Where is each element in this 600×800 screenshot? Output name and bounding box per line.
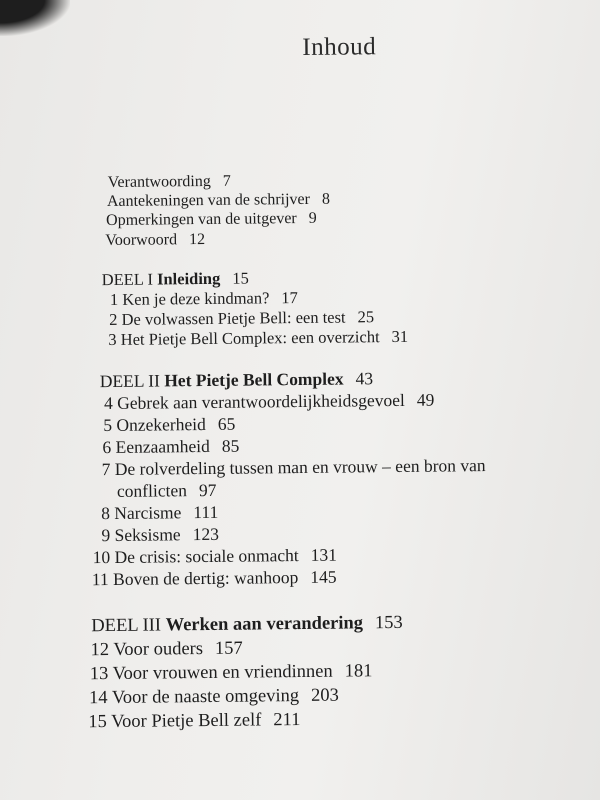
chapter-title: Voor vrouwen en vriendinnen — [112, 661, 333, 684]
chapter-page: 203 — [310, 685, 339, 706]
chapter-page: 123 — [192, 523, 220, 545]
chapter-page: 157 — [214, 638, 243, 659]
chapter-entry — [104, 390, 434, 414]
toc-entry — [107, 191, 330, 211]
chapter-entry — [93, 545, 338, 569]
part-page: 153 — [374, 612, 403, 634]
part-heading — [102, 269, 249, 291]
chapter-title: Eenzaamheid — [115, 435, 210, 457]
toc-entry — [108, 173, 231, 192]
chapter-title: De crisis: sociale onmacht — [114, 545, 299, 567]
chapter-number: 1 — [109, 289, 119, 309]
chapter-number: 15 — [88, 712, 107, 733]
entry-title: Voorwoord — [105, 231, 178, 250]
chapter-title: Voor Pietje Bell zelf — [111, 710, 262, 732]
chapter-number: 9 — [101, 524, 111, 546]
chapter-entry — [109, 307, 374, 330]
chapter-title: Ken je deze kindman? — [122, 288, 270, 309]
part-heading — [100, 368, 374, 392]
chapter-number: 7 — [101, 458, 111, 480]
chapter-entry — [103, 414, 235, 436]
chapter-title: Voor de naaste omgeving — [111, 686, 300, 708]
chapter-entry-continued — [117, 480, 217, 502]
part-page: 43 — [355, 368, 374, 389]
entry-page: 12 — [188, 230, 206, 249]
chapter-entry — [89, 686, 339, 710]
chapter-entry — [102, 436, 239, 458]
chapter-page: 131 — [310, 544, 338, 565]
chapter-number: 10 — [92, 546, 111, 568]
toc-heading: Inhoud — [302, 33, 377, 61]
chapter-title: Narcisme — [114, 502, 182, 523]
chapter-title: Voor ouders — [113, 639, 204, 660]
chapter-title: Het Pietje Bell Complex: een overzicht — [120, 327, 380, 349]
part-label: DEEL I — [101, 269, 153, 290]
chapter-title: Onzekerheid — [116, 413, 206, 435]
chapter-number: 2 — [109, 309, 118, 329]
chapter-number: 12 — [90, 640, 110, 661]
chapter-entry — [110, 288, 298, 310]
chapter-page: 145 — [310, 566, 337, 587]
chapter-page: 111 — [193, 501, 219, 523]
chapter-entry — [101, 502, 218, 524]
toc-entry — [105, 231, 205, 250]
chapter-page: 49 — [416, 389, 435, 410]
chapter-number: 14 — [89, 688, 108, 709]
chapter-page: 85 — [221, 435, 240, 456]
chapter-title-cont: conflicten — [116, 480, 188, 501]
chapter-title: Seksisme — [114, 524, 181, 545]
part-label: DEEL III — [91, 615, 162, 637]
chapter-entry — [102, 455, 486, 480]
chapter-page: 211 — [273, 710, 301, 731]
chapter-number: 6 — [102, 436, 112, 458]
part-label: DEEL II — [99, 370, 160, 392]
chapter-number: 5 — [103, 414, 113, 436]
toc-entry — [106, 210, 317, 230]
part-title: Het Pietje Bell Complex — [164, 368, 344, 391]
chapter-entry — [91, 639, 243, 662]
chapter-page: 17 — [281, 288, 298, 308]
chapter-page: 181 — [344, 661, 373, 682]
chapter-entry — [88, 710, 300, 733]
part-heading — [91, 613, 403, 637]
chapter-entry — [90, 661, 373, 685]
entry-page: 9 — [308, 209, 317, 227]
chapter-number: 11 — [91, 569, 109, 590]
part-title: Werken aan verandering — [165, 613, 364, 636]
chapter-entry — [92, 567, 337, 591]
chapter-number: 8 — [101, 502, 111, 524]
entry-title: Opmerkingen van de uitgever — [106, 210, 297, 230]
chapter-page: 97 — [198, 479, 217, 501]
chapter-number: 4 — [103, 392, 113, 414]
chapter-title: De volwassen Pietje Bell: een test — [121, 307, 346, 329]
chapter-title: De rolverdeling tussen man en vrouw – een bron van — [114, 455, 486, 479]
chapter-page: 31 — [391, 326, 409, 347]
chapter-title: Boven de dertig: wanhoop — [112, 567, 299, 589]
chapter-page: 25 — [357, 307, 375, 327]
entry-title: Aantekeningen van de schrijver — [106, 190, 311, 211]
entry-page: 8 — [321, 190, 331, 208]
chapter-number: 13 — [89, 664, 109, 685]
chapter-entry — [108, 327, 408, 350]
chapter-number: 3 — [108, 329, 117, 350]
part-title: Inleiding — [156, 268, 221, 289]
entry-title: Verantwoording — [107, 172, 211, 192]
part-page: 15 — [232, 268, 249, 288]
chapter-title: Gebrek aan verantwoordelijkheidsgevoel — [117, 389, 405, 413]
chapter-entry — [101, 524, 219, 546]
entry-page: 7 — [222, 172, 231, 190]
chapter-page: 65 — [217, 413, 236, 434]
